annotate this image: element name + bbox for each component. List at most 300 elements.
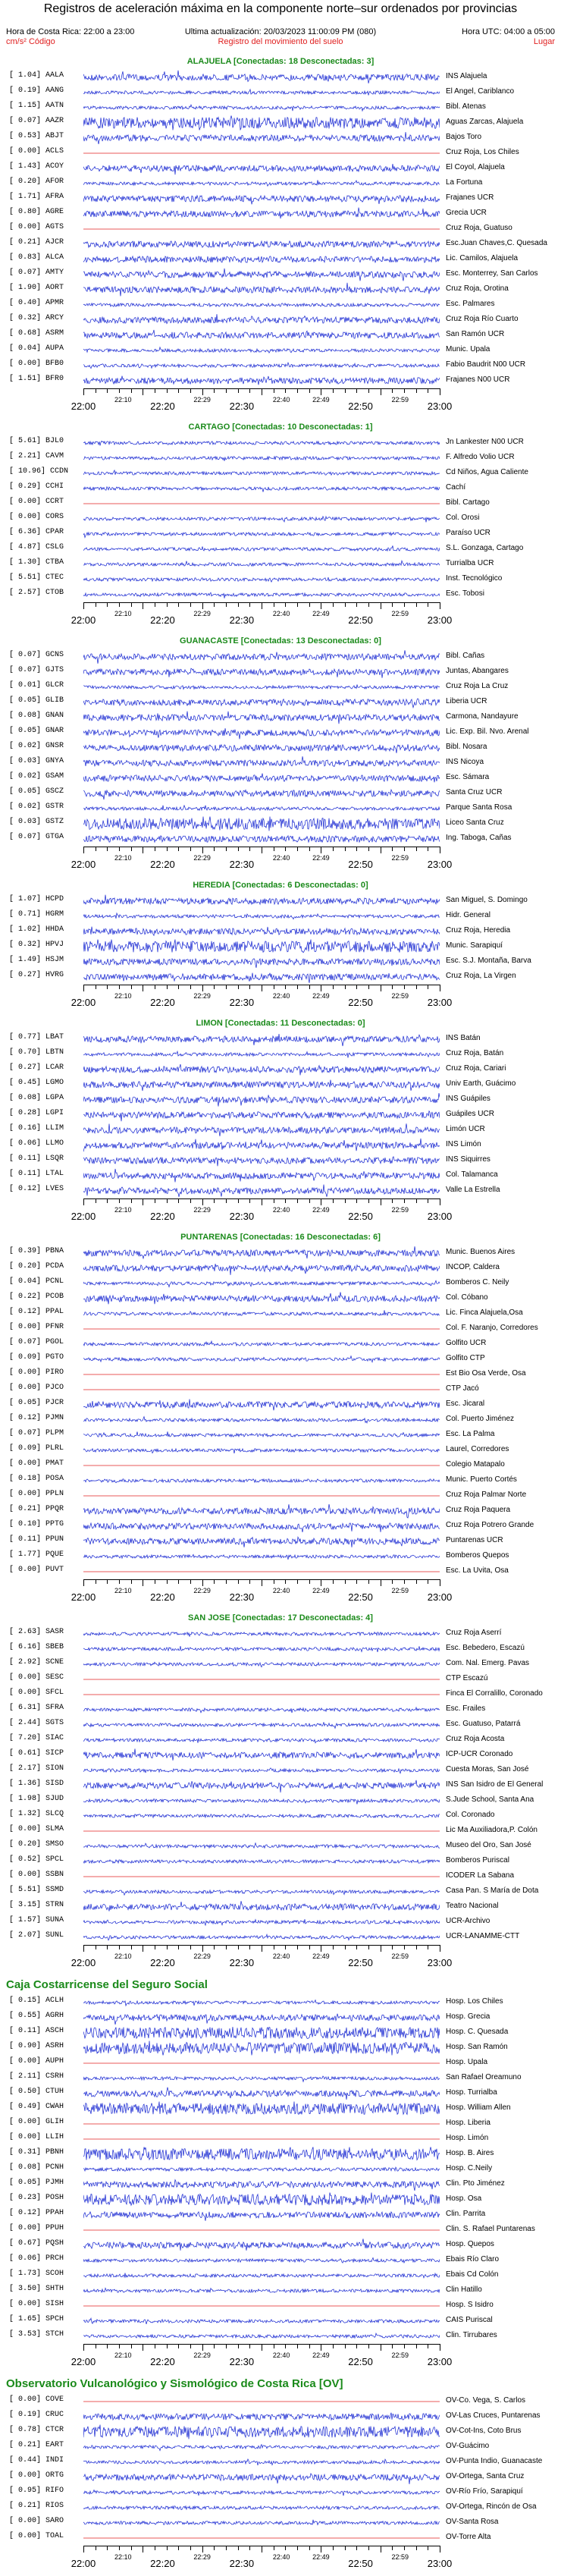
station-code: [ 0.00] SSBN — [9, 1871, 64, 1879]
updated-label: Ultima actualización: 20/03/2023 11:00:09 PM (080) — [184, 27, 377, 36]
axis-tick — [178, 1198, 179, 1203]
station-name: Frajanes UCR — [446, 193, 494, 202]
section-title: Observatorio Vulcanológico y Sismológico de Costa Rica [OV] — [6, 2377, 343, 2390]
station-row[interactable] — [0, 1869, 561, 1884]
axis-tick — [356, 847, 357, 851]
station-row[interactable] — [0, 1412, 561, 1428]
section-title: ALAJUELA [Conectadas: 18 Desconectadas: 3] — [186, 57, 375, 66]
seismogram-trace — [83, 1047, 440, 1062]
seismogram-trace — [83, 2470, 440, 2485]
station-code: [ 1.43] ACOY — [9, 162, 64, 171]
station-row[interactable] — [0, 2147, 561, 2162]
seismogram-trace — [83, 786, 440, 801]
axis-tick — [333, 985, 334, 989]
station-code: [ 0.00] AGTS — [9, 223, 64, 231]
axis-tick — [178, 2546, 179, 2550]
station-row[interactable] — [0, 1306, 561, 1321]
station-row[interactable] — [0, 2238, 561, 2253]
station-row[interactable] — [0, 1488, 561, 1503]
station-name: Casa Pan. S María de Dota — [446, 1886, 539, 1895]
station-row[interactable] — [0, 511, 561, 526]
station-row[interactable] — [0, 1123, 561, 1138]
station-row[interactable] — [0, 2530, 561, 2546]
station-row[interactable] — [0, 801, 561, 816]
station-row[interactable] — [0, 328, 561, 343]
seismogram-trace — [83, 2238, 440, 2253]
station-row[interactable] — [0, 2177, 561, 2192]
station-row[interactable] — [0, 542, 561, 557]
station-row[interactable] — [0, 1246, 561, 1261]
station-code: [ 0.07] AMTY — [9, 269, 64, 277]
station-row[interactable] — [0, 2424, 561, 2439]
seismogram-trace — [83, 1138, 440, 1153]
seismogram-trace — [83, 1032, 440, 1047]
seismogram-trace — [83, 557, 440, 572]
station-code: [ 0.09] PGTO — [9, 1353, 64, 1362]
station-code: [ 2.11] CSRH — [9, 2072, 64, 2081]
axis-tick — [392, 1579, 393, 1584]
station-row[interactable] — [0, 1032, 561, 1047]
station-row[interactable] — [0, 1183, 561, 1198]
station-row[interactable] — [0, 740, 561, 756]
station-row[interactable] — [0, 1824, 561, 1839]
tick-label: 22:30 — [229, 1957, 255, 1968]
station-row[interactable] — [0, 267, 561, 282]
axis-tick — [368, 847, 369, 851]
axis-tick — [345, 1945, 346, 1949]
station-row[interactable] — [0, 1092, 561, 1107]
station-row[interactable] — [0, 70, 561, 85]
station-code: [ 0.20] AFOR — [9, 177, 64, 186]
station-row[interactable] — [0, 1367, 561, 1382]
tick-label: 22:30 — [229, 997, 255, 1008]
station-row[interactable] — [0, 2268, 561, 2283]
station-name: Cruz Roja, Heredia — [446, 926, 511, 935]
axis-tick — [238, 1579, 239, 1584]
station-row[interactable] — [0, 191, 561, 206]
station-row[interactable] — [0, 786, 561, 801]
station-row[interactable] — [0, 2409, 561, 2424]
seismogram-trace — [83, 1367, 440, 1382]
station-row[interactable] — [0, 1657, 561, 1672]
station-row[interactable] — [0, 1276, 561, 1291]
station-row[interactable] — [0, 358, 561, 373]
station-row[interactable] — [0, 1793, 561, 1808]
station-row[interactable] — [0, 282, 561, 297]
tick-label: 22:30 — [229, 859, 255, 870]
station-row[interactable] — [0, 1748, 561, 1763]
station-name: El Coyol, Alajuela — [446, 163, 505, 171]
station-name: Cruz Roja, Cariari — [446, 1064, 506, 1073]
station-code: [ 0.01] GLCR — [9, 681, 64, 690]
station-row[interactable] — [0, 710, 561, 725]
axis-tick — [297, 388, 298, 393]
seismogram-trace — [83, 100, 440, 115]
axis-tick — [107, 2344, 108, 2348]
station-row[interactable] — [0, 297, 561, 313]
station-name: OV-Cot-Ins, Coto Brus — [446, 2427, 522, 2435]
station-row[interactable] — [0, 130, 561, 146]
station-row[interactable] — [0, 2394, 561, 2409]
section-plot — [0, 1995, 561, 2374]
station-name: Ebais Río Claro — [446, 2255, 500, 2263]
axis-tick — [368, 602, 369, 607]
station-row[interactable] — [0, 2455, 561, 2470]
axis-tick — [226, 2546, 227, 2550]
axis-tick — [309, 2344, 310, 2348]
station-code: [ 0.23] POSH — [9, 2194, 64, 2202]
seismogram-trace — [83, 2409, 440, 2424]
station-code: [ 0.27] HVRG — [9, 971, 64, 979]
seismogram-trace — [83, 954, 440, 969]
station-code: [ 3.15] STRN — [9, 1901, 64, 1909]
station-code: [ 0.15] ACLH — [9, 1996, 64, 2005]
station-row[interactable] — [0, 2283, 561, 2298]
station-row[interactable] — [0, 2223, 561, 2238]
station-code: [ 5.51] SSMD — [9, 1886, 64, 1894]
station-row[interactable] — [0, 695, 561, 710]
station-row[interactable] — [0, 909, 561, 924]
tick-label: 22:40 — [272, 992, 290, 1000]
station-row[interactable] — [0, 1687, 561, 1702]
axis-tick — [119, 602, 120, 607]
seismogram-trace — [83, 1808, 440, 1824]
station-code: [ 1.30] CTBA — [9, 558, 64, 567]
station-row[interactable] — [0, 756, 561, 771]
station-row[interactable] — [0, 435, 561, 451]
axis-tick — [404, 388, 405, 393]
station-row[interactable] — [0, 816, 561, 831]
station-row[interactable] — [0, 587, 561, 602]
tick-label: 22:29 — [193, 2351, 211, 2359]
station-code: [ 0.53] ABJT — [9, 132, 64, 140]
station-row[interactable] — [0, 161, 561, 176]
station-row[interactable] — [0, 1702, 561, 1717]
station-row[interactable] — [0, 894, 561, 909]
station-row[interactable] — [0, 221, 561, 237]
station-section — [0, 633, 561, 877]
station-row[interactable] — [0, 2116, 561, 2131]
station-name: Bibl. Cañas — [446, 652, 485, 660]
station-row[interactable] — [0, 1473, 561, 1488]
axis-tick — [392, 2344, 393, 2348]
station-row[interactable] — [0, 2298, 561, 2314]
station-row[interactable] — [0, 1626, 561, 1641]
axis-tick — [83, 1945, 84, 1952]
station-row[interactable] — [0, 831, 561, 847]
station-row[interactable] — [0, 2010, 561, 2025]
tick-label: 22:10 — [114, 396, 132, 404]
axis-tick — [178, 847, 179, 851]
axis-tick — [226, 388, 227, 393]
station-name: F. Alfredo Volio UCR — [446, 453, 515, 461]
station-name: Hosp. C. Quesada — [446, 2028, 509, 2036]
station-row[interactable] — [0, 680, 561, 695]
station-row[interactable] — [0, 252, 561, 267]
station-row[interactable] — [0, 725, 561, 740]
station-name: CAIS Puriscal — [446, 2316, 493, 2324]
station-row[interactable] — [0, 1854, 561, 1869]
station-row[interactable] — [0, 451, 561, 466]
station-row[interactable] — [0, 1763, 561, 1778]
station-row[interactable] — [0, 1641, 561, 1657]
station-row[interactable] — [0, 1733, 561, 1748]
tick-label: 22:30 — [229, 1591, 255, 1603]
station-row[interactable] — [0, 1337, 561, 1352]
station-code: [ 2.21] CAVM — [9, 452, 64, 460]
axis-tick — [297, 1579, 298, 1584]
station-name: Col. F. Naranjo, Corredores — [446, 1324, 538, 1332]
axis-tick — [214, 388, 215, 393]
station-row[interactable] — [0, 1397, 561, 1412]
station-row[interactable] — [0, 924, 561, 939]
station-code: [ 4.87] CSLG — [9, 543, 64, 551]
axis-tick — [190, 1198, 191, 1203]
station-row[interactable] — [0, 313, 561, 328]
station-row[interactable] — [0, 1428, 561, 1443]
station-name: Munic. Upala — [446, 345, 490, 353]
axis-tick — [107, 388, 108, 393]
station-row[interactable] — [0, 1168, 561, 1183]
station-row[interactable] — [0, 343, 561, 358]
seismogram-trace — [83, 1915, 440, 1930]
station-row[interactable] — [0, 664, 561, 680]
station-row[interactable] — [0, 2162, 561, 2177]
seismogram-trace — [83, 1473, 440, 1488]
station-name: Bomberos C. Neily — [446, 1278, 509, 1286]
station-code: [ 0.02] GSTR — [9, 803, 64, 811]
station-row[interactable] — [0, 1839, 561, 1854]
station-row[interactable] — [0, 1899, 561, 1915]
station-name: Com. Nal. Emerg. Pavas — [446, 1659, 530, 1667]
station-row[interactable] — [0, 2040, 561, 2056]
axis-tick — [83, 602, 84, 609]
station-row[interactable] — [0, 2515, 561, 2530]
station-row[interactable] — [0, 2086, 561, 2101]
section-plot — [0, 70, 561, 419]
axis-tick — [119, 1198, 120, 1203]
header-right — [462, 27, 555, 47]
station-code: [ 0.40] APMR — [9, 299, 64, 307]
tick-label: 22:49 — [312, 396, 330, 404]
station-row[interactable] — [0, 1077, 561, 1092]
tick-label: 22:00 — [71, 2558, 96, 2569]
seismogram-trace — [83, 969, 440, 985]
station-row[interactable] — [0, 2192, 561, 2207]
section-plot — [0, 435, 561, 633]
station-row[interactable] — [0, 2253, 561, 2268]
station-row[interactable] — [0, 2485, 561, 2500]
station-code: [ 0.05] GNAR — [9, 727, 64, 735]
station-name: OV-Las Cruces, Puntarenas — [446, 2411, 541, 2420]
station-row[interactable] — [0, 1717, 561, 1733]
station-row[interactable] — [0, 1534, 561, 1549]
axis-tick — [238, 2344, 239, 2348]
axis-tick — [214, 2344, 215, 2348]
station-row[interactable] — [0, 649, 561, 664]
tick-label: 22:59 — [391, 1587, 409, 1594]
station-code: [ 2.44] SGTS — [9, 1719, 64, 1727]
station-name: Clin. Tirrubares — [446, 2331, 497, 2339]
seismogram-trace — [83, 435, 440, 451]
station-row[interactable] — [0, 1672, 561, 1687]
station-row[interactable] — [0, 373, 561, 388]
station-row[interactable] — [0, 1519, 561, 1534]
tick-label: 22:10 — [114, 2553, 132, 2561]
axis-tick — [238, 847, 239, 851]
station-row[interactable] — [0, 1564, 561, 1579]
station-code: [ 0.11] LSQR — [9, 1154, 64, 1163]
station-row[interactable] — [0, 1291, 561, 1306]
station-row[interactable] — [0, 969, 561, 985]
time-axis — [0, 1945, 561, 1975]
station-row[interactable] — [0, 146, 561, 161]
station-row[interactable] — [0, 115, 561, 130]
station-row[interactable] — [0, 2207, 561, 2223]
axis-tick — [285, 1198, 286, 1203]
station-row[interactable] — [0, 572, 561, 587]
station-name: Esc. Bebedero, Escazú — [446, 1644, 525, 1652]
station-row[interactable] — [0, 237, 561, 252]
tick-label: 22:50 — [348, 859, 373, 870]
seismogram-trace — [83, 313, 440, 328]
seismogram-trace — [83, 130, 440, 146]
station-row[interactable] — [0, 1549, 561, 1564]
seismogram-trace — [83, 1733, 440, 1748]
tick-label: 22:00 — [71, 859, 96, 870]
tick-label: 22:00 — [71, 2356, 96, 2367]
axis-tick — [392, 388, 393, 393]
station-code: [ 0.08] GNAN — [9, 712, 64, 720]
station-row[interactable] — [0, 526, 561, 542]
axis-tick — [404, 1945, 405, 1949]
axis-tick — [285, 602, 286, 607]
station-row[interactable] — [0, 1930, 561, 1945]
axis-tick — [190, 1579, 191, 1584]
seismogram-trace — [83, 282, 440, 297]
axis-tick — [167, 985, 168, 989]
station-name: OV-Punta Indio, Guanacaste — [446, 2457, 543, 2465]
axis-tick — [107, 1579, 108, 1584]
station-name: Cruz Roja Aserrí — [446, 1629, 502, 1637]
station-row[interactable] — [0, 1503, 561, 1519]
station-row[interactable] — [0, 1778, 561, 1793]
station-row[interactable] — [0, 557, 561, 572]
station-code: [ 0.44] INDI — [9, 2456, 64, 2464]
station-row[interactable] — [0, 2439, 561, 2455]
station-row[interactable] — [0, 206, 561, 221]
axis-tick — [178, 2344, 179, 2348]
seismogram-trace — [83, 1261, 440, 1276]
station-row[interactable] — [0, 939, 561, 954]
station-row[interactable] — [0, 2329, 561, 2344]
station-row[interactable] — [0, 1138, 561, 1153]
station-row[interactable] — [0, 1153, 561, 1168]
axis-tick — [226, 602, 227, 607]
axis-tick — [416, 602, 417, 607]
seismogram-trace — [83, 756, 440, 771]
station-row[interactable] — [0, 2500, 561, 2515]
station-row[interactable] — [0, 481, 561, 496]
station-code: [ 0.32] HPVJ — [9, 941, 64, 949]
axis-tick — [416, 985, 417, 989]
station-code: [ 0.21] RIOS — [9, 2502, 64, 2510]
axis-tick — [297, 1198, 298, 1203]
seismogram-trace — [83, 725, 440, 740]
station-code: [ 10.96] CCDN — [9, 467, 69, 476]
station-row[interactable] — [0, 2025, 561, 2040]
station-row[interactable] — [0, 1352, 561, 1367]
seismogram-trace — [83, 85, 440, 100]
station-row[interactable] — [0, 176, 561, 191]
station-row[interactable] — [0, 2056, 561, 2071]
station-name: INS San Isidro de El General — [446, 1780, 544, 1789]
tick-label: 23:00 — [427, 859, 453, 870]
axis-tick — [404, 2546, 405, 2550]
station-code: [ 1.36] SISD — [9, 1780, 64, 1788]
station-row[interactable] — [0, 1443, 561, 1458]
station-row[interactable] — [0, 496, 561, 511]
station-code: [ 0.02] GNSR — [9, 742, 64, 750]
station-code: [ 0.00] PIRO — [9, 1368, 64, 1377]
section-plot — [0, 1246, 561, 1610]
station-name: Ebais Cd Colón — [446, 2270, 499, 2279]
station-code: [ 0.18] POSA — [9, 1475, 64, 1483]
seismogram-trace — [83, 1717, 440, 1733]
station-row[interactable] — [0, 2131, 561, 2147]
station-row[interactable] — [0, 771, 561, 786]
station-name: Esc. La Uvita, Osa — [446, 1566, 509, 1575]
station-name: Cruz Roja, Batán — [446, 1049, 504, 1057]
seismogram-trace — [83, 1458, 440, 1473]
axis-tick — [333, 388, 334, 393]
station-row[interactable] — [0, 85, 561, 100]
station-row[interactable] — [0, 1808, 561, 1824]
station-row[interactable] — [0, 100, 561, 115]
seismogram-trace — [83, 2394, 440, 2409]
seismogram-trace — [83, 710, 440, 725]
axis-tick — [83, 847, 84, 853]
station-row[interactable] — [0, 2101, 561, 2116]
station-row[interactable] — [0, 1047, 561, 1062]
station-name: Hosp. Quepos — [446, 2240, 494, 2248]
tick-label: 22:00 — [71, 1211, 96, 1222]
station-name: CTP Escazú — [446, 1674, 488, 1682]
station-row[interactable] — [0, 2071, 561, 2086]
seismogram-trace — [83, 328, 440, 343]
station-row[interactable] — [0, 1884, 561, 1899]
station-row[interactable] — [0, 1458, 561, 1473]
station-row[interactable] — [0, 1107, 561, 1123]
seismogram-trace — [83, 1930, 440, 1945]
tick-label: 22:59 — [391, 1952, 409, 1960]
station-row[interactable] — [0, 1261, 561, 1276]
station-row[interactable] — [0, 466, 561, 481]
station-row[interactable] — [0, 1995, 561, 2010]
station-row[interactable] — [0, 1062, 561, 1077]
station-row[interactable] — [0, 954, 561, 969]
station-row[interactable] — [0, 1915, 561, 1930]
station-row[interactable] — [0, 1321, 561, 1337]
axis-tick — [119, 2344, 120, 2348]
station-code: [ 0.00] PFNR — [9, 1323, 64, 1331]
station-row[interactable] — [0, 2470, 561, 2485]
station-row[interactable] — [0, 1382, 561, 1397]
axis-tick — [167, 602, 168, 607]
station-row[interactable] — [0, 2314, 561, 2329]
tick-label: 22:29 — [193, 1206, 211, 1214]
axis-tick — [356, 1945, 357, 1949]
